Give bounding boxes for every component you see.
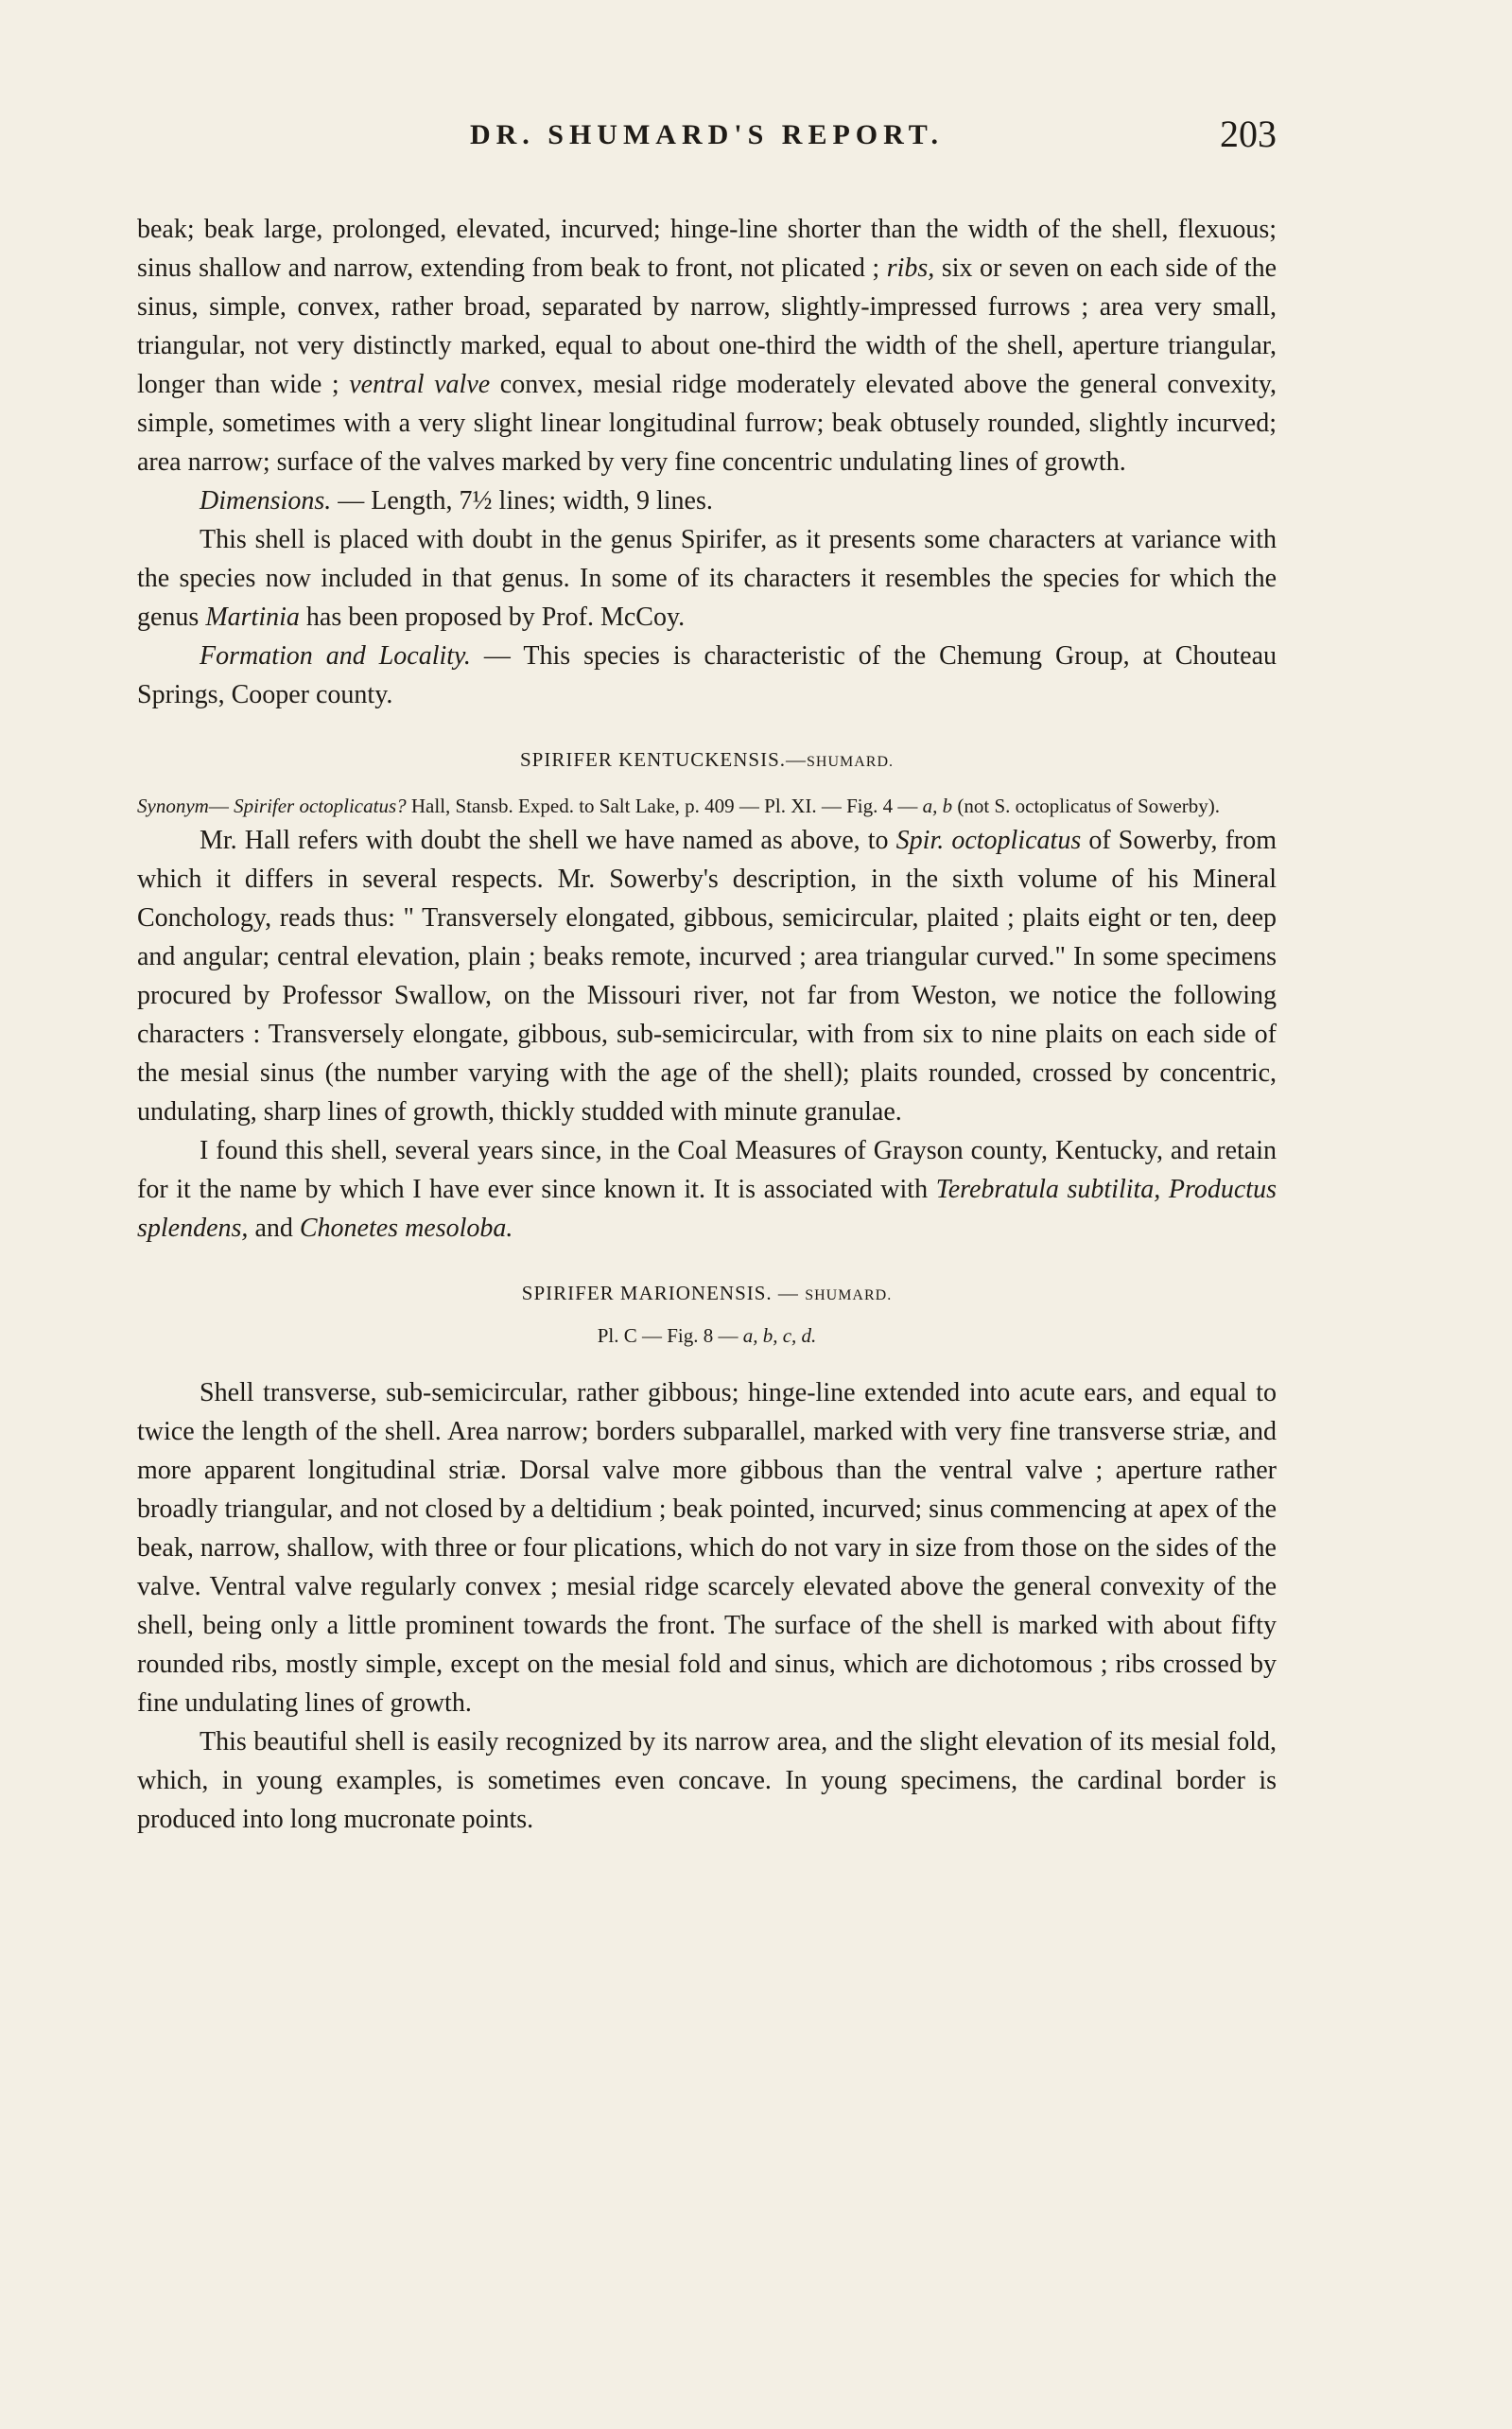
text-run: This shell is placed with doubt in the genus Spirifer, as it presents some characters at variance with the species now included in that genus. In some of its characters it resembles the species for which the genus [137, 525, 1277, 632]
page-number: 203 [1220, 113, 1277, 155]
italic-label: Formation and Locality. [200, 641, 471, 671]
author-name: SHUMARD. [805, 1287, 893, 1303]
paragraph-formation [137, 637, 1277, 714]
plate-reference [137, 1322, 1277, 1349]
text-run: Pl. C — Fig. 8 — [597, 1324, 739, 1347]
paragraph-kentuckensis-2 [137, 1131, 1277, 1248]
italic-term: Martinia [205, 603, 300, 632]
synonym-line [137, 791, 1277, 821]
text-run: beak; beak large, prolonged, elevated, incurved; hinge-line shorter than the width of the shell, flexuous; sinus shallow and narrow, extending from beak to front, not plicated ; [137, 215, 1277, 283]
text-run: (not S. octoplicatus of Sowerby). [957, 795, 1220, 817]
text-run: — Length, 7½ lines; width, 9 lines. [338, 486, 713, 516]
italic-term: ribs, [886, 253, 935, 283]
species-name: SPIRIFER KENTUCKENSIS.— [519, 748, 808, 771]
italic-term: Terebratula subtilita, [935, 1175, 1161, 1204]
species-name: SPIRIFER MARIONENSIS. — [521, 1282, 799, 1304]
italic-label: Synonym [137, 795, 209, 817]
page-body [137, 210, 1277, 1839]
paragraph-dimensions [137, 481, 1277, 520]
section-title-kentuckensis [137, 746, 1277, 776]
text-run: I found this shell, several years since, in the Coal Measures of Grayson county, Kentucky, and retain for it the name by which I have ever since known it. It is associated with [137, 1136, 1277, 1204]
text-run: — This species is characteristic of the Chemung Group, at Chouteau Springs, Cooper county. [137, 641, 1277, 709]
paragraph-kentuckensis-1 [137, 821, 1277, 1131]
dash: — [208, 795, 229, 817]
italic-term: ventral valve [349, 370, 491, 399]
italic-term: a, b, c, d. [742, 1324, 817, 1347]
running-head: DR. SHUMARD'S REPORT. [469, 119, 945, 150]
text-run: of Sowerby, from which it differs in several respects. Mr. Sowerby's description, in the sixth volume of his Mineral Conchology, reads thus: " Transversely elongated, gibbous, semicircular, plaited ; plaits eight or ten, deep and angular; central elevation, plain ; beaks remote, incurved ; area triangular curved." In some specimens procured by Professor Swallow, on the Missouri river, not far from Weston, we notice the following characters : Transversely elongate, gibbous, sub-semicircular, with from six to nine plaits on each side of the mesial sinus (the number varying with the age of the shell); plaits rounded, crossed by concentric, undulating, sharp lines of growth, thickly studded with minute granulae. [137, 826, 1277, 1127]
paragraph-marionensis-1: Shell transverse, sub-semicircular, rather gibbous; hinge-line extended into acute ears, and equal to twice the length of the shell. Area narrow; borders subparallel, marked with very fine transverse striæ, and more apparent longitudinal striæ. Dorsal valve more gibbous than the ventral valve ; aperture rather broadly triangular, and not closed by a deltidium ; beak pointed, incurved; sinus commencing at apex of the beak, narrow, shallow, with three or four plications, which do not vary in size from those on the sides of the valve. Ventral valve regularly convex ; mesial ridge scarcely elevated above the general convexity of the shell, being only a little prominent towards the front. The surface of the shell is marked with about fifty rounded ribs, mostly simple, except on the mesial fold and sinus, which are dichotomous ; ribs crossed by fine undulating lines of growth. [137, 1378, 1277, 1718]
italic-term: Chonetes mesoloba. [299, 1214, 513, 1243]
author-name: SHUMARD. [807, 754, 895, 770]
italic-label: Dimensions. [200, 486, 332, 516]
page-header [137, 112, 1277, 168]
text-run: six or seven on each side of the sinus, simple, convex, rather broad, separated by narrow, slightly-impressed furrows ; area very small, triangular, not very distinctly marked, equal to about one-third the width of the shell, aperture triangular, longer than wide ; [137, 253, 1277, 399]
paragraph-description [137, 210, 1277, 481]
text-run: and [254, 1214, 293, 1243]
italic-term: a, b [922, 795, 953, 817]
text-run: convex, mesial ridge moderately elevated above the general convexity, simple, sometimes with a very slight linear longitudinal furrow; beak obtusely rounded, slightly incurved; area narrow; surface of the valves marked by very fine concentric undulating lines of growth. [137, 370, 1277, 477]
italic-term: Spirifer octoplicatus? [234, 795, 407, 817]
italic-term: Spir. octoplicatus [895, 826, 1082, 855]
text-run: Mr. Hall refers with doubt the shell we have named as above, to [200, 826, 889, 855]
text-run: Hall, Stansb. Exped. to Salt Lake, p. 409 — Pl. XI. — Fig. 4 — [410, 795, 918, 817]
paragraph-genus-note [137, 520, 1277, 637]
italic-term: Productus splendens, [137, 1175, 1277, 1243]
section-title-marionensis [137, 1280, 1277, 1309]
paragraph-marionensis-2: This beautiful shell is easily recognized by its narrow area, and the slight elevation of its mesial fold, which, in young examples, is sometimes even concave. In young specimens, the cardinal border is produced into long mucronate points. [137, 1727, 1277, 1834]
text-run: has been proposed by Prof. McCoy. [305, 603, 686, 632]
